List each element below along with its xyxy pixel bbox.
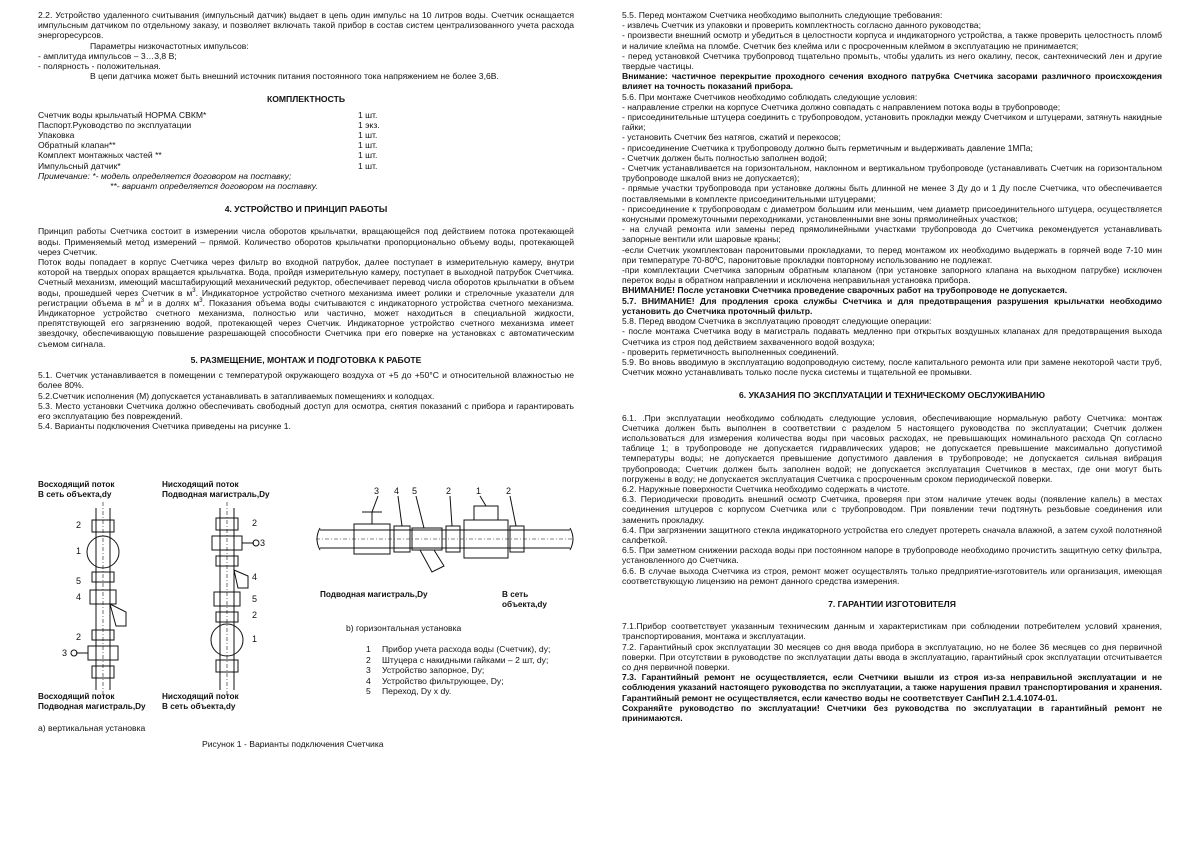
section-4-para-2a: Поток воды попадает в корпус Счетчика через фильтр во входной патрубок, далее поступает в измерительную камеру, внутри которой на твердых опорах вращается крыльчатка. Вода, пройдя измерительную камеру, поступает в выходной патрубок Счетчика. Счетный механизм, имеющий масштабирующий механический редуктор, обеспечивает перевод числа оборотов крыльчатки в объем воды, прошедшей через Счетчик в м bbox=[38, 257, 574, 298]
fig-caption-a: а) вертикальная установка bbox=[38, 723, 146, 733]
section-6-heading: 6. УКАЗАНИЯ ПО ЭКСПЛУАТАЦИИ И ТЕХНИЧЕСКОМУ ОБСЛУЖИВАНИЮ bbox=[739, 390, 1045, 401]
para-2-2: 2.2. Устройство удаленного считывания (импульсный датчик) выдает в цепь один импульс на 10 литров воды. Счетчик оснащается импульсным датчиком по отдельному заказу, и позволяет включать такой прибор в состав систем централизованного учета расхода энергоресурсов. bbox=[38, 10, 574, 41]
legend-num: 4 bbox=[366, 675, 371, 686]
callout-num: 2 bbox=[252, 518, 258, 528]
pulse-params-title: Параметры низкочастотных импульсов: bbox=[90, 40, 249, 51]
section-4-para-2 bbox=[38, 257, 574, 349]
figure-1 bbox=[38, 470, 574, 760]
legend-text: Устройство фильтрующее, Dy; bbox=[382, 675, 504, 686]
fig-label-line: Подводная магистраль,Dy bbox=[38, 701, 146, 711]
section-5-heading: 5. РАЗМЕЩЕНИЕ, МОНТАЖ И ПОДГОТОВКА К РАБОТЕ bbox=[190, 354, 422, 365]
callout-num: 4 bbox=[252, 572, 258, 582]
kit-row bbox=[38, 161, 398, 171]
para-7-3: 7.3. Гарантийный ремонт не осуществляется, если Счетчики вышли из строя из-за неправильной эксплуатации и не соблюдения указаний настоящего руководства по эксплуатации, а также нарушения правил транспортирования и хранения. Гарантийный ремонт не осуществляется, если качество воды не соответствует СанПиН 2.1.4.1074-01. bbox=[622, 672, 1162, 703]
fig-label-line: Подводная магистраль,Dy bbox=[162, 489, 270, 499]
kit-item-name: Импульсный датчик* bbox=[38, 160, 121, 171]
callout-num: 5 bbox=[252, 594, 258, 604]
callout-num: 1 bbox=[252, 634, 258, 644]
fig-label-line: Нисходящий поток bbox=[162, 480, 239, 489]
para-5-5: 5.5. Перед монтажом Счетчика необходимо выполнить следующие требования: bbox=[622, 10, 943, 20]
kit-item-qty: 1 шт. bbox=[358, 130, 378, 141]
pulse-param-amplitude: - амплитуда импульсов – 3…3,8 В; bbox=[38, 50, 177, 61]
kit-item-qty: 1 шт. bbox=[358, 140, 378, 151]
para-6-2: 6.2. Наружные поверхности Счетчика необходимо содержать в чистоте. bbox=[622, 483, 910, 494]
horizontal-install bbox=[316, 506, 574, 572]
section-4-para-2d: . Показания объема воды считываются с индикаторного устройства счетного механизма. Индикаторное устройство счетного механизма, полностью или частично, может находиться в специальной жидкости, препятствующей его загрязнению водой, протекающей через Счетчик. Индикаторное устройство счетного механизма имеет звездочку, обеспечивающую повышение разрешающей способности Счетчика при его поверке на установках с автоматическим съемом сигнала. bbox=[38, 297, 574, 349]
kit-note-2: **- вариант определяется договором на поставку. bbox=[110, 181, 318, 192]
para-5-6e: - Счетчик должен быть полностью заполнен водой; bbox=[622, 152, 827, 163]
para-5-9: 5.9. Во вновь вводимую в эксплуатацию водопроводную систему, после капитального ремонта или при замене некоторой части труб, Счетчик можно устанавливать только после пуска системы и тщательной ее промывки. bbox=[622, 356, 1162, 378]
callout-num: 3 bbox=[374, 486, 380, 496]
left-column bbox=[38, 10, 574, 431]
kit-item-qty: 1 шт. bbox=[358, 150, 378, 161]
para-5-6i: - на случай ремонта или замены перед прямолинейными участками трубопровода до Счетчика рекомендуется устанавливать запорные вентили или шаровые краны; bbox=[622, 224, 1162, 245]
kit-row bbox=[38, 110, 398, 120]
warning-1: Внимание: частичное перекрытие проходного сечения входного патрубка Счетчика засорами различного происхождения влияет на точность показаний прибора. bbox=[622, 71, 1162, 92]
callout-num: 2 bbox=[446, 486, 452, 496]
legend-text: Устройство запорное, Dy; bbox=[382, 665, 485, 676]
callout-num: 5 bbox=[412, 486, 418, 496]
section-4-heading: 4. УСТРОЙСТВО И ПРИНЦИП РАБОТЫ bbox=[224, 204, 388, 215]
kit-heading: КОМПЛЕКТНОСТЬ bbox=[266, 94, 346, 105]
section-4-para-1: Принцип работы Счетчика состоит в измерении числа оборотов крыльчатки, вращающейся под действием потока протекающей воды. Применяемый метод измерений – прямой. Количество оборотов крыльчатки пропорционально объему воды, протекающей через Счетчик. bbox=[38, 226, 574, 257]
para-5-6k: -при комплектации Счетчика запорным обратным клапаном (при установке запорного клапана на выходном патрубке) исключен переток воды в обратном направлении и исключена неправильная установка прибора. bbox=[622, 265, 1162, 286]
para-5-6j: -если Счетчик укомплектован паронитовыми прокладками, то перед монтажом их необходимо выдержать в горячей воде 7-10 мин при температуре 70-80ºС, паронитовые прокладки повторному использованию не подлежат. bbox=[622, 244, 1162, 265]
callout-num: 2 bbox=[76, 520, 82, 530]
pulse-param-polarity: - полярность - положительная. bbox=[38, 61, 161, 72]
para-5-6g: - прямые участки трубопровода при установке должны быть длинной не менее 3 Ду до и 1 Ду после Счетчика, что обеспечивается поставляемыми в комплекте присоединительными штуцерами; bbox=[622, 183, 1162, 204]
para-6-5: 6.5. При заметном снижении расхода воды при постоянном напоре в трубопроводе необходимо прочистить защитную сетку фильтра, установленного до Счетчика. bbox=[622, 545, 1162, 566]
para-5-8: 5.8. Перед вводом Счетчика в эксплуатацию проводят следующие операции: bbox=[622, 316, 932, 327]
para-5-4: 5.4. Варианты подключения Счетчика приведены на рисунке 1. bbox=[38, 421, 291, 432]
callout-num: 1 bbox=[76, 546, 82, 556]
para-6-4: 6.4. При загрязнении защитного стекла индикаторного устройства его следует протереть сначала влажной, а затем сухой полотняной салфеткой. bbox=[622, 524, 1162, 545]
para-5-5b: - произвести внешний осмотр и убедиться в целостности корпуса и индикаторного устройства, а также проверить целостность пломб и наличие клейма на пломбе. Счетчик без клейма или с просроченным клеймом в эксплуатацию не принимается; bbox=[622, 30, 1162, 51]
kit-item-qty: 1 экз. bbox=[358, 119, 380, 130]
legend-num: 5 bbox=[366, 686, 371, 697]
para-7-2: 7.2. Гарантийный срок эксплуатации 30 месяцев со дня ввода прибора в эксплуатацию, но не более 36 месяцев со дня первичной поверки. При отсутствии в руководстве по эксплуатации даты ввода в эксплуатацию, гарантийный срок эксплуатации отсчитывается со дня первичной поверки. bbox=[622, 641, 1162, 672]
para-5-6f: - Счетчик устанавливается на горизонтальном, наклонном и вертикальном трубопроводе (устанавливать Счетчик на горизонтальном трубопроводе шкалой вниз не допускается); bbox=[622, 163, 1162, 184]
para-5-3: 5.3. Место установки Счетчика должно обеспечивать свободный доступ для осмотра, снятия показаний с прибора и гарантировать его эксплуатацию без повреждений. bbox=[38, 400, 574, 421]
warning-2: ВНИМАНИЕ! После установки Счетчика проведение сварочных работ на трубопроводе не допускается. bbox=[622, 285, 1068, 296]
legend-num: 2 bbox=[366, 654, 371, 665]
callout-num: 2 bbox=[506, 486, 512, 496]
para-5-8a: - после монтажа Счетчика воду в магистраль подавать медленно при открытых воздушных клапанах для предотвращения выхода Счетчика из строя под действием захваченного водой воздуха; bbox=[622, 326, 1162, 347]
para-5-6h: - присоединение к трубопроводам с диаметром большим или меньшим, чем диаметр присоединительного штуцера, осуществляется конусными промежуточными переходниками, установленными вне зоны прямолинейных участков; bbox=[622, 203, 1162, 225]
para-5-6b: - присоединительные штуцера соединить с трубопроводом, установить прокладки между Счетчиком и штуцерами, затянуть накидные гайки; bbox=[622, 112, 1162, 133]
para-5-5c: - перед установкой Счетчика трубопровод тщательно промыть, чтобы удалить из него окалину, песок, сантехнический лен и другие твердые частицы. bbox=[622, 50, 1162, 72]
para-5-6a: - направление стрелки на корпусе Счетчика должно совпадать с направлением потока воды в трубопроводе; bbox=[622, 101, 1061, 112]
superscript-3: 3 bbox=[140, 298, 145, 305]
section-4-para-2b: . Индикаторное устройство счетного механизма имеет ролики и стрелочные указатели для регистрации объема в м bbox=[38, 287, 574, 308]
callout-num: 2 bbox=[76, 632, 82, 642]
callout-num: 1 bbox=[476, 486, 482, 496]
para-5-5a: - извлечь Счетчик из упаковки и проверить комплектность согласно данного руководства; bbox=[622, 20, 981, 31]
kit-item-name: Паспорт.Руководство по эксплуатации bbox=[38, 119, 192, 130]
fig-label-line: Нисходящий поток bbox=[162, 692, 239, 701]
kit-row bbox=[38, 130, 398, 140]
installation-drawings bbox=[38, 470, 574, 720]
legend-text: Переход, Dy x dy. bbox=[382, 686, 452, 697]
callout-num: 4 bbox=[76, 592, 82, 602]
para-5-8b: - проверить герметичность выполненных соединений. bbox=[622, 346, 839, 357]
para-7-4: Сохраняйте руководство по эксплуатации! Счетчики без руководства по эксплуатации в гарантийный ремонт не принимаются. bbox=[622, 702, 1162, 723]
fig-h-left-label: Подводная магистраль,Dy bbox=[320, 590, 428, 599]
callout-num: 5 bbox=[76, 576, 82, 586]
para-6-1: 6.1. .При эксплуатации необходимо соблюдать следующие условия, обеспечивающие нормальную работу Счетчика: монтаж Счетчика должен быть выполнен в соответствии с разделом 5 настоящего руководства по эксплуатации; Счетчик должен использоваться для измерения количества воды при часовых расходах, не превышающих номинального расхода Qn согласно таблице 1; в трубопроводе не допускается гидравлических ударов; не допускается превышение максимально допустимой температуры воды; не допускается превышение допустимого давления в трубопроводе; не допускается сильная вибрация трубопровода; Счетчик должен быть заполнен водой; не допускается эксплуатация Счетчиков в местах, где они могут быть погружены в воду; не допускается эксплуатация Счетчика с просроченным сроком периодической поверки. bbox=[622, 412, 1162, 484]
callout-num: 4 bbox=[394, 486, 400, 496]
para-5-6: 5.6. При монтаже Счетчиков необходимо соблюдать следующие условия: bbox=[622, 91, 918, 102]
fig-label-line: Восходящий поток bbox=[38, 480, 115, 489]
kit-item-name: Упаковка bbox=[38, 130, 75, 141]
para-5-6c: - установить Счетчик без натягов, сжатий и перекосов; bbox=[622, 132, 841, 143]
superscript-3: 3 bbox=[192, 287, 196, 294]
kit-table bbox=[38, 110, 398, 171]
legend-num: 3 bbox=[366, 665, 371, 676]
fig-label-line: В сеть объекта,dy bbox=[162, 701, 236, 711]
para-5-7: 5.7. ВНИМАНИЕ! Для продления срока службы Счетчика и для предотвращения разрушения крыльчатки необходимо установить до Счетчика проточный фильтр. bbox=[622, 295, 1162, 316]
para-7-1: 7.1.Прибор соответствует указанным техническим данным и характеристикам при соблюдении потребителем условий хранения, транспортирования, монтажа и эксплуатации. bbox=[622, 621, 1162, 642]
callout-num: 2 bbox=[252, 610, 258, 620]
callout-num: 3 bbox=[62, 648, 68, 658]
para-5-1: 5.1. Счетчик устанавливается в помещении с температурой окружающего воздуха от +5 до +50°С и относительной влажностью не более 80%. bbox=[38, 370, 574, 391]
kit-row bbox=[38, 140, 398, 150]
kit-note-1: Примечание: *- модель определяется договором на поставку; bbox=[38, 170, 292, 181]
legend-text: Штуцера с накидными гайками – 2 шт, dy; bbox=[382, 654, 549, 665]
kit-item-qty: 1 шт. bbox=[358, 160, 378, 171]
kit-item-name: Счетчик воды крыльчатый НОРМА СВКМ* bbox=[38, 109, 207, 120]
fig-caption-b: b) горизонтальная установка bbox=[346, 623, 462, 633]
para-5-2: 5.2.Счетчик исполнения (М) допускается устанавливать в затапливаемых помещениях и колодцах. bbox=[38, 390, 435, 401]
callout-num: 3 bbox=[260, 538, 266, 548]
para-6-3: 6.3. Периодически проводить внешний осмотр Счетчика, проверяя при этом наличие утечек воды (появление капель) в местах соединения штуцеров с корпусом Счетчика или с трубопроводом. При появлении течи подтянуть резьбовые соединения или заменить прокладку. bbox=[622, 494, 1162, 525]
pulse-param-power: В цепи датчика может быть внешний источник питания постоянного тока напряжением не более 3,6В. bbox=[90, 71, 499, 82]
kit-item-qty: 1 шт. bbox=[358, 109, 378, 120]
kit-item-name: Обратный клапан** bbox=[38, 140, 116, 151]
section-4-para-2c: и в долях м bbox=[144, 297, 200, 308]
legend-text: Прибор учета расхода воды (Счетчик), dy; bbox=[382, 644, 551, 654]
right-column bbox=[622, 10, 1162, 723]
kit-row bbox=[38, 120, 398, 130]
fig-h-right-label: В сеть объекта,dy bbox=[502, 590, 547, 609]
fig-label-line: В сеть объекта,dy bbox=[38, 489, 112, 499]
para-6-6: 6.6. В случае выхода Счетчика из строя, ремонт может осуществлять только предприятие-изготовитель или организация, имеющая соответствующую лицензию на ремонт данного средства измерения. bbox=[622, 565, 1162, 586]
para-5-6d: - присоединение Счетчика к трубопроводу должно быть герметичным и выдерживать давление 1МПа; bbox=[622, 142, 1033, 153]
superscript-3: 3 bbox=[199, 298, 203, 305]
fig-label-line: Восходящий поток bbox=[38, 692, 115, 701]
kit-row bbox=[38, 150, 398, 160]
kit-item-name: Комплект монтажных частей ** bbox=[38, 150, 162, 161]
fig-caption: Рисунок 1 - Варианты подключения Счетчика bbox=[202, 739, 384, 749]
section-7-heading: 7. ГАРАНТИИ ИЗГОТОВИТЕЛЯ bbox=[828, 598, 956, 609]
legend-num: 1 bbox=[366, 644, 371, 654]
